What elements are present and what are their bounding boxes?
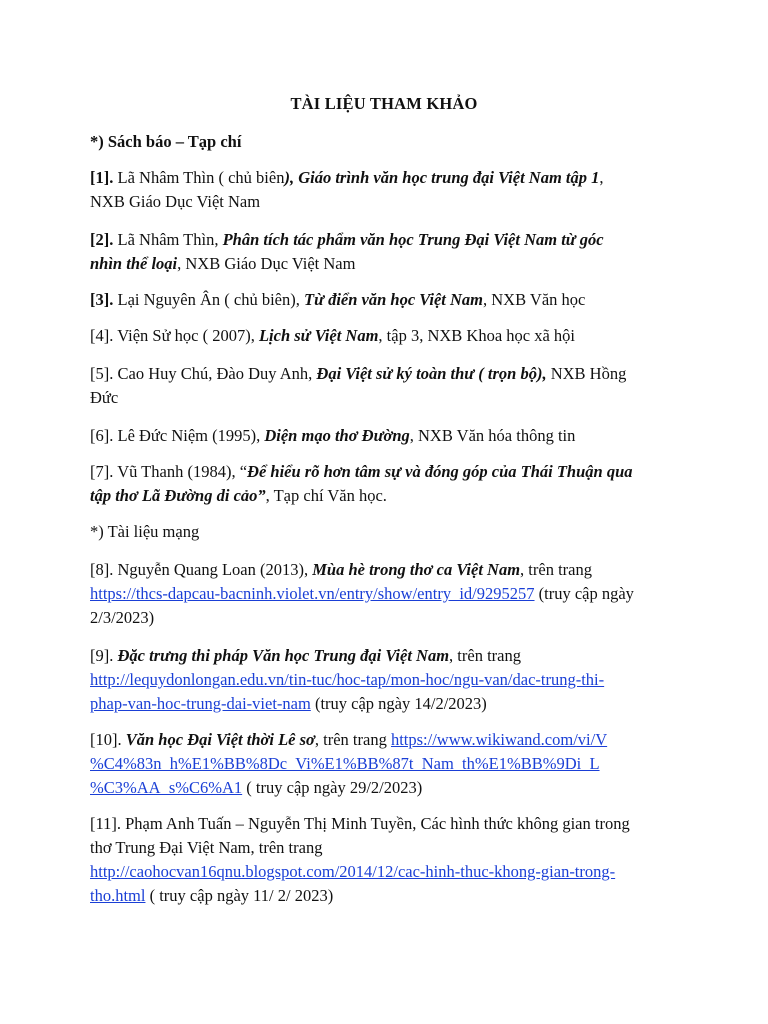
- reference-10: [90, 728, 607, 752]
- ref-text: (truy cập ngày 14/2/2023): [310, 694, 487, 713]
- reference-1-cont: NXB Giáo Dục Việt Nam: [90, 192, 261, 211]
- ref-text: NXB Hồng: [546, 364, 627, 383]
- ref-link[interactable]: tho.html: [90, 886, 146, 905]
- ref-text: [10].: [90, 730, 126, 749]
- ref-title: Đặc trưng thi pháp Văn học Trung đại Việt Nam: [117, 646, 450, 665]
- ref-text: , NXB Văn học: [483, 290, 586, 309]
- ref-text: , NXB Giáo Dục Việt Nam: [177, 254, 356, 273]
- reference-10-link-line: [90, 752, 600, 776]
- reference-11-link-line: [90, 860, 615, 884]
- reference-1: [90, 166, 604, 190]
- section-heading-web: *) Tài liệu mạng: [90, 522, 200, 541]
- ref-text: ( truy cập ngày 29/2/2023): [242, 778, 423, 797]
- ref-title: Diện mạo thơ Đường: [264, 426, 410, 445]
- reference-11-link-line-2: [90, 884, 333, 908]
- ref-text: [9].: [90, 646, 118, 665]
- ref-title: Lịch sử Việt Nam: [258, 326, 379, 345]
- reference-7: [90, 460, 633, 484]
- ref-text: , Tạp chí Văn học.: [265, 486, 387, 505]
- ref-title: Phân tích tác phẩm văn học Trung Đại Việt Nam từ góc: [222, 230, 604, 249]
- reference-11-cont: thơ Trung Đại Việt Nam, trên trang: [90, 838, 323, 857]
- ref-text: [5]. Cao Huy Chú, Đào Duy Anh,: [90, 364, 317, 383]
- section-heading-books: *) Sách báo – Tạp chí: [90, 132, 242, 151]
- ref-title: tập thơ Lã Đường di cảo”: [90, 486, 266, 505]
- reference-5: [90, 362, 626, 386]
- reference-3: [90, 288, 585, 312]
- reference-9: [90, 644, 521, 668]
- ref-text: (truy cập ngày: [534, 584, 634, 603]
- reference-9-link-line-2: [90, 692, 487, 716]
- reference-8: [90, 558, 592, 582]
- page-title: TÀI LIỆU THAM KHẢO: [290, 94, 478, 113]
- ref-text: , NXB Văn hóa thông tin: [409, 426, 576, 445]
- ref-title: nhìn thể loại: [90, 254, 178, 273]
- ref-title: Từ điển văn học Việt Nam: [304, 290, 484, 309]
- ref-title: Đại Việt sử ký toàn thư ( trọn bộ),: [316, 364, 547, 383]
- ref-text: Lã Nhâm Thìn ( chủ biên: [113, 168, 285, 187]
- ref-link[interactable]: http://lequydonlongan.edu.vn/tin-tuc/hoc-tap/mon-hoc/ngu-van/dac-trung-thi-: [90, 670, 605, 689]
- ref-text: [7]. Vũ Thanh (1984), “: [90, 462, 248, 481]
- ref-text: , trên trang: [520, 560, 592, 579]
- reference-11: [11]. Phạm Anh Tuấn – Nguyễn Thị Minh Tuyền, Các hình thức không gian trong: [90, 814, 630, 833]
- ref-title: Văn học Đại Việt thời Lê sơ: [125, 730, 315, 749]
- ref-title: ), Giáo trình văn học trung đại Việt Nam tập 1: [284, 168, 600, 187]
- reference-10-link-line-2: [90, 776, 422, 800]
- ref-link[interactable]: https://www.wikiwand.com/vi/V: [390, 730, 608, 749]
- reference-9-link-line: [90, 668, 604, 692]
- reference-2-cont: [90, 252, 355, 276]
- ref-title: Mùa hè trong thơ ca Việt Nam: [312, 560, 521, 579]
- ref-link[interactable]: https://thcs-dapcau-bacninh.violet.vn/entry/show/entry_id/9295257: [90, 584, 535, 603]
- reference-8-cont: 2/3/2023): [90, 608, 155, 627]
- ref-text: , trên trang: [314, 730, 391, 749]
- ref-number: [3].: [90, 290, 114, 309]
- ref-link[interactable]: %C3%AA_s%C6%A1: [90, 778, 243, 797]
- ref-link[interactable]: phap-van-hoc-trung-dai-viet-nam: [90, 694, 311, 713]
- ref-text: Lại Nguyên Ân ( chủ biên),: [113, 290, 304, 309]
- reference-6: [90, 424, 575, 448]
- ref-link[interactable]: %C4%83n_h%E1%BB%8Dc_Vi%E1%BB%87t_Nam_th%E1%BB%9Di_L: [90, 754, 600, 773]
- ref-text: , trên trang: [449, 646, 521, 665]
- reference-5-cont: Đức: [90, 388, 119, 407]
- reference-2: [90, 228, 604, 252]
- ref-link[interactable]: http://caohocvan16qnu.blogspot.com/2014/12/cac-hinh-thuc-khong-gian-trong-: [90, 862, 616, 881]
- ref-text: Lã Nhâm Thìn,: [113, 230, 223, 249]
- ref-number: [1].: [90, 168, 114, 187]
- ref-title: Để hiểu rõ hơn tâm sự và đóng góp của Thái Thuận qua: [247, 462, 633, 481]
- ref-text: [4]. Viện Sử học ( 2007),: [90, 326, 259, 345]
- ref-text: , tập 3, NXB Khoa học xã hội: [378, 326, 575, 345]
- ref-number: [2].: [90, 230, 114, 249]
- ref-text: [8]. Nguyễn Quang Loan (2013),: [90, 560, 313, 579]
- ref-text: ( truy cập ngày 11/ 2/ 2023): [145, 886, 334, 905]
- reference-7-cont: [90, 484, 387, 508]
- reference-4: [90, 324, 575, 348]
- ref-text: ,: [599, 168, 604, 187]
- ref-text: [6]. Lê Đức Niệm (1995),: [90, 426, 265, 445]
- reference-8-link-line: [90, 582, 634, 606]
